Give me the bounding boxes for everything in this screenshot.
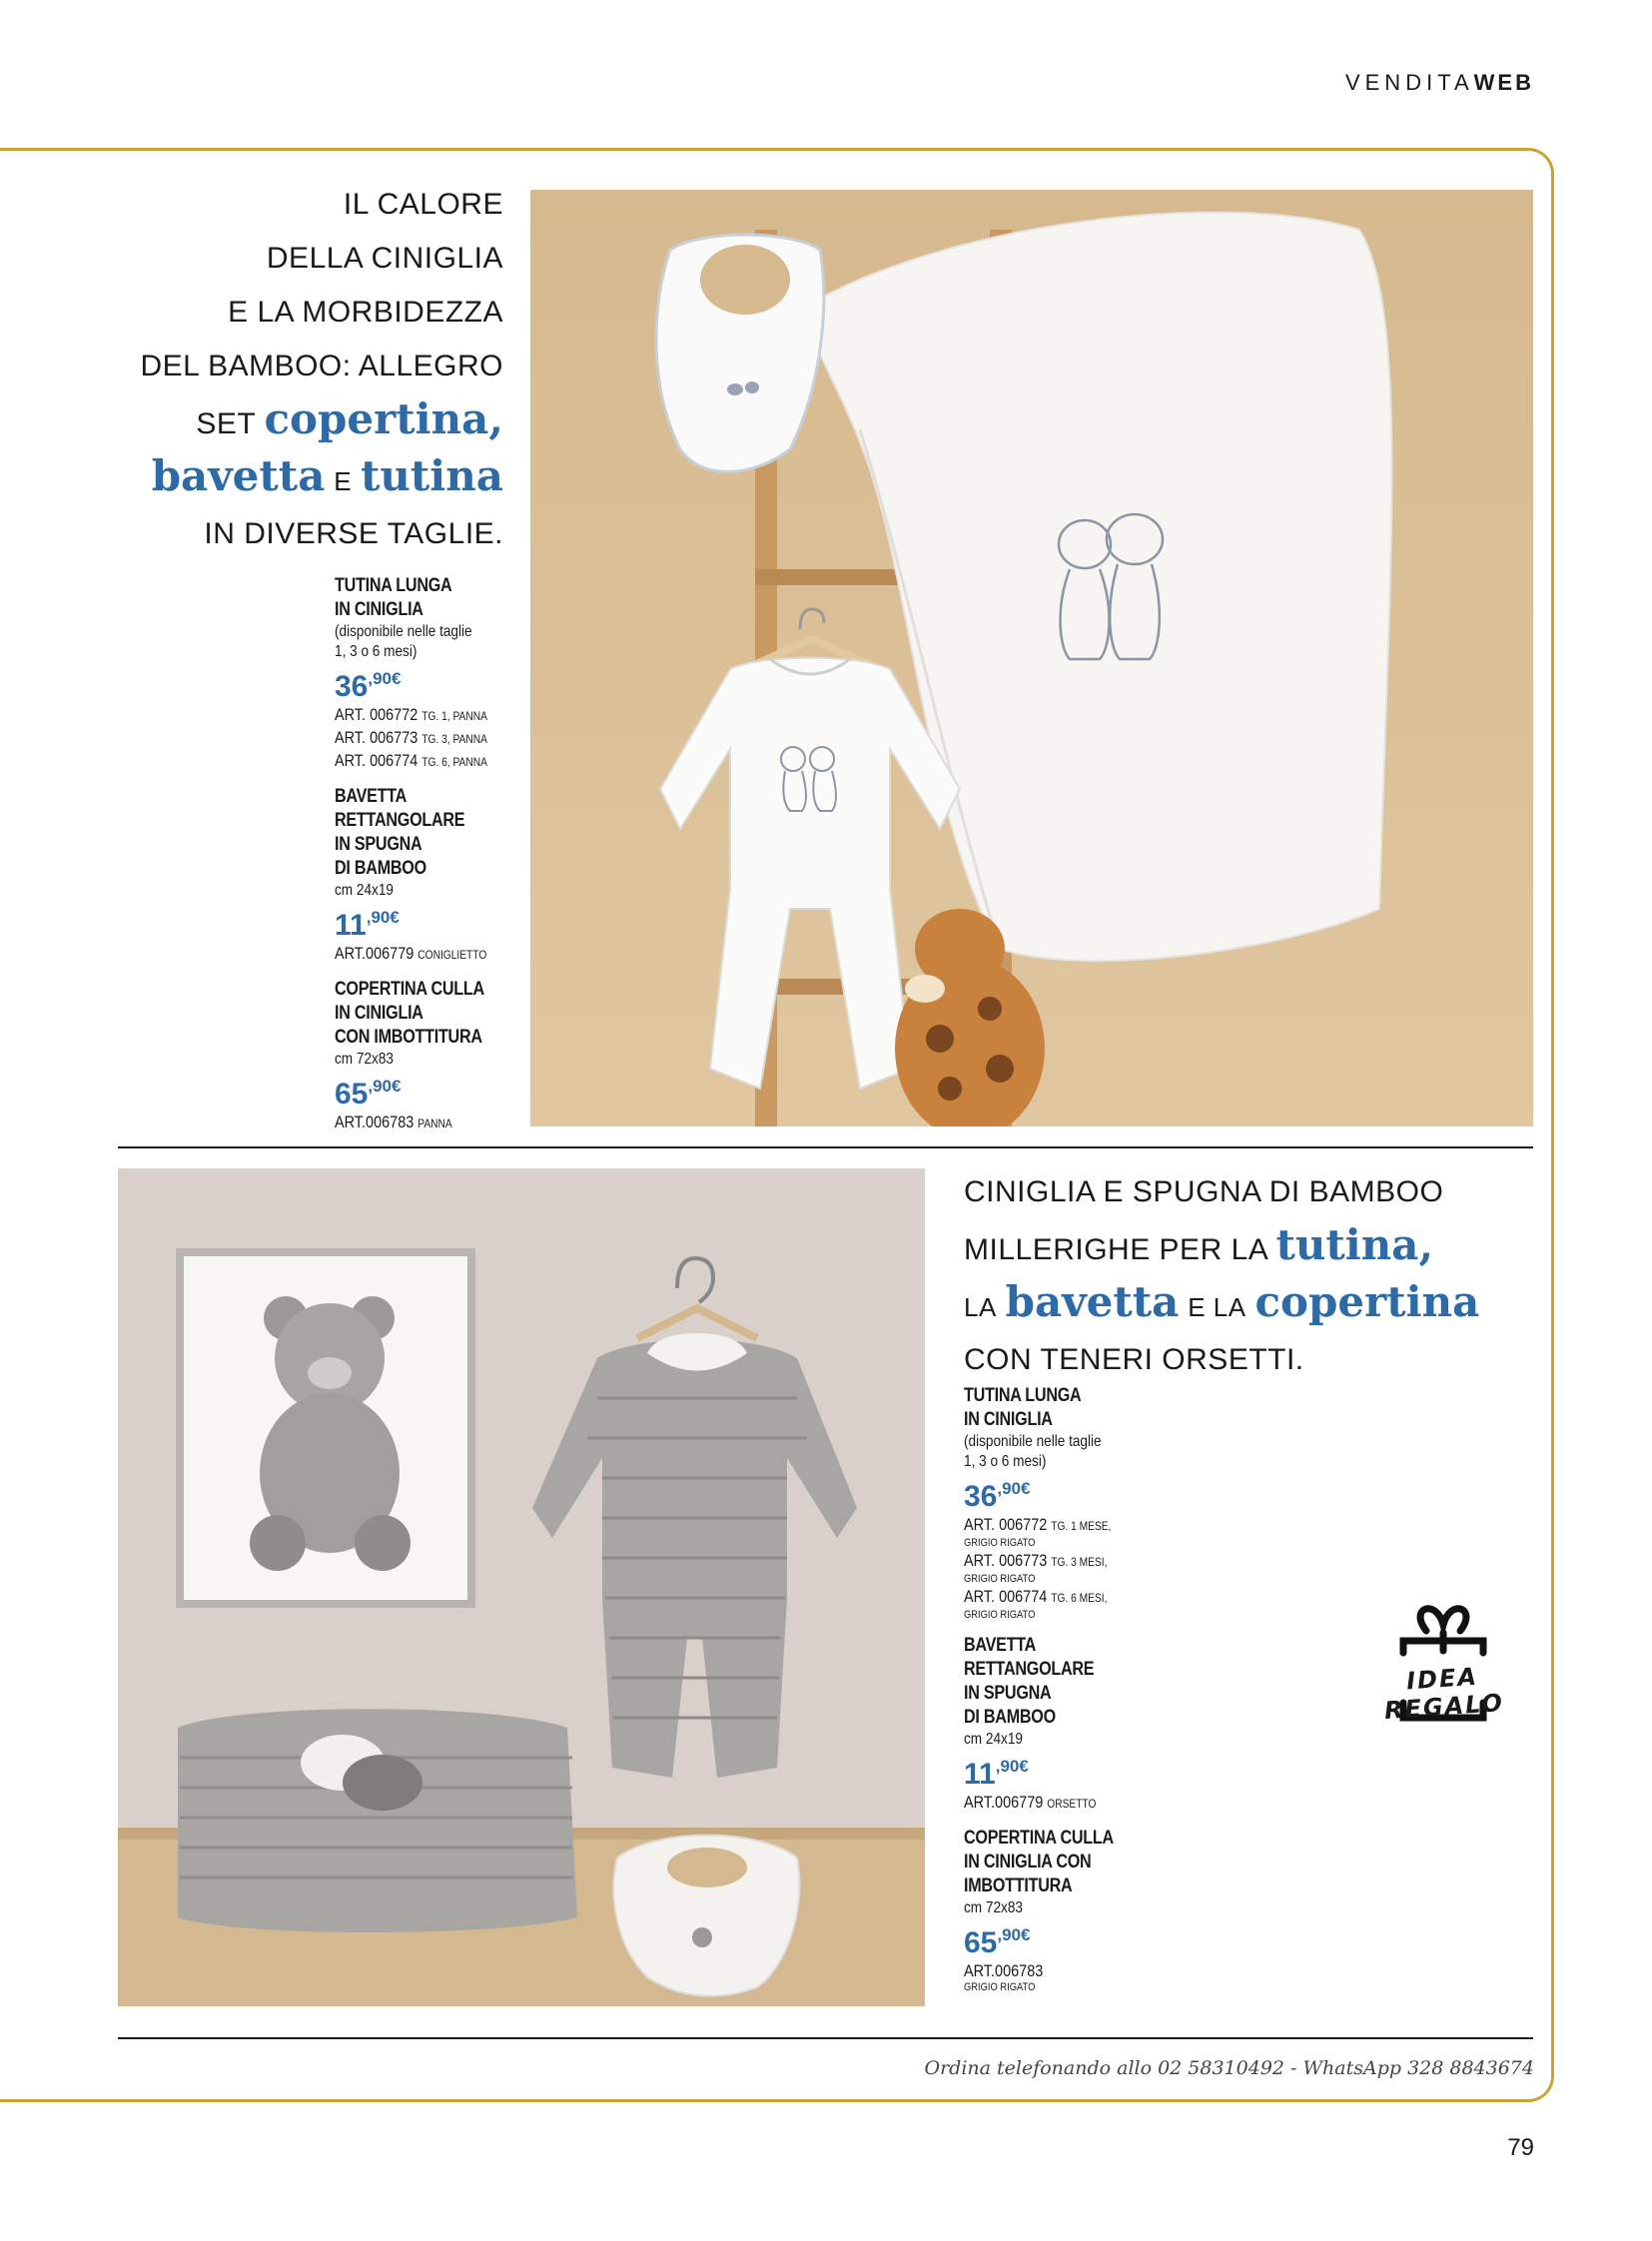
price: $36^{,90€}$	[335, 669, 402, 703]
idea-regalo-badge: IDEA REGALO	[1348, 1593, 1538, 1753]
page-number: 79	[1507, 2134, 1534, 2161]
section1-headline: IL CALORE DELLA CINIGLIA E LA MORBIDEZZA DEL BAMBOO: ALLEGRO SET copertina, bavetta E tutina IN DIVERSE TAGLIE.	[140, 188, 503, 550]
product-photo-white-set	[530, 190, 1533, 1126]
section1-product-list	[335, 574, 514, 1134]
product-photo-grey-set	[118, 1168, 925, 2006]
section2-product-list	[964, 1384, 1164, 1994]
price: $65^{,90€}$	[335, 1077, 402, 1111]
product-copertina: COPERTINA CULLA IN CINIGLIA CON IMBOTTITURA cm 72x83 $65^{,90€}$ ART.006783 PANNA	[335, 978, 514, 1134]
price: $11^{,90€}$	[335, 908, 400, 942]
brand-label: VENDITAWEB	[1344, 70, 1534, 95]
white-set-illustration	[530, 190, 1533, 1126]
price: $11^{,90€}$	[964, 1757, 1029, 1791]
product-copertina: COPERTINA CULLA IN CINIGLIA CON IMBOTTITURA cm 72x83 $65^{,90€}$ ART.006783 GRIGIO RIGATO	[964, 1827, 1164, 1994]
product-tutina: TUTINA LUNGA IN CINIGLIA (disponibile nelle taglie 1, 3 o 6 mesi) $36^{,90€}$ ART. 006772 TG. 1, PANNA ART. 006773 TG. 3, PANNA ART. 006774 TG. 6, PANNA	[335, 574, 514, 773]
footer-rule	[118, 2037, 1533, 2039]
order-contact-text: Ordina telefonando allo 02 58310492 - WhatsApp 328 8843674	[924, 2057, 1534, 2079]
product-tutina: TUTINA LUNGA IN CINIGLIA (disponibile nelle taglie 1, 3 o 6 mesi) $36^{,90€}$ ART. 006772 TG. 1 MESE, GRIGIO RIGATO ART. 006773 TG. 3 MESI, GRIGIO RIGATO ART. 006774 TG. 6 MESI, GRIGIO RIGATO	[964, 1384, 1164, 1622]
section-divider	[118, 1146, 1533, 1148]
product-bavetta: BAVETTA RETTANGOLARE IN SPUGNA DI BAMBOO cm 24x19 $11^{,90€}$ ART.006779 CONIGLIETTO	[335, 785, 514, 966]
section2-headline: CINIGLIA E SPUGNA DI BAMBOO MILLERIGHE PER LA tutina, LA bavetta E LA copertina CON TENERI ORSETTI.	[964, 1175, 1480, 1376]
grey-set-illustration	[118, 1168, 925, 2006]
right-gold-line	[1551, 188, 1554, 2065]
price: $36^{,90€}$	[964, 1479, 1031, 1513]
product-bavetta: BAVETTA RETTANGOLARE IN SPUGNA DI BAMBOO cm 24x19 $11^{,90€}$ ART.006779 ORSETTO	[964, 1634, 1164, 1815]
price: $65^{,90€}$	[964, 1925, 1031, 1959]
